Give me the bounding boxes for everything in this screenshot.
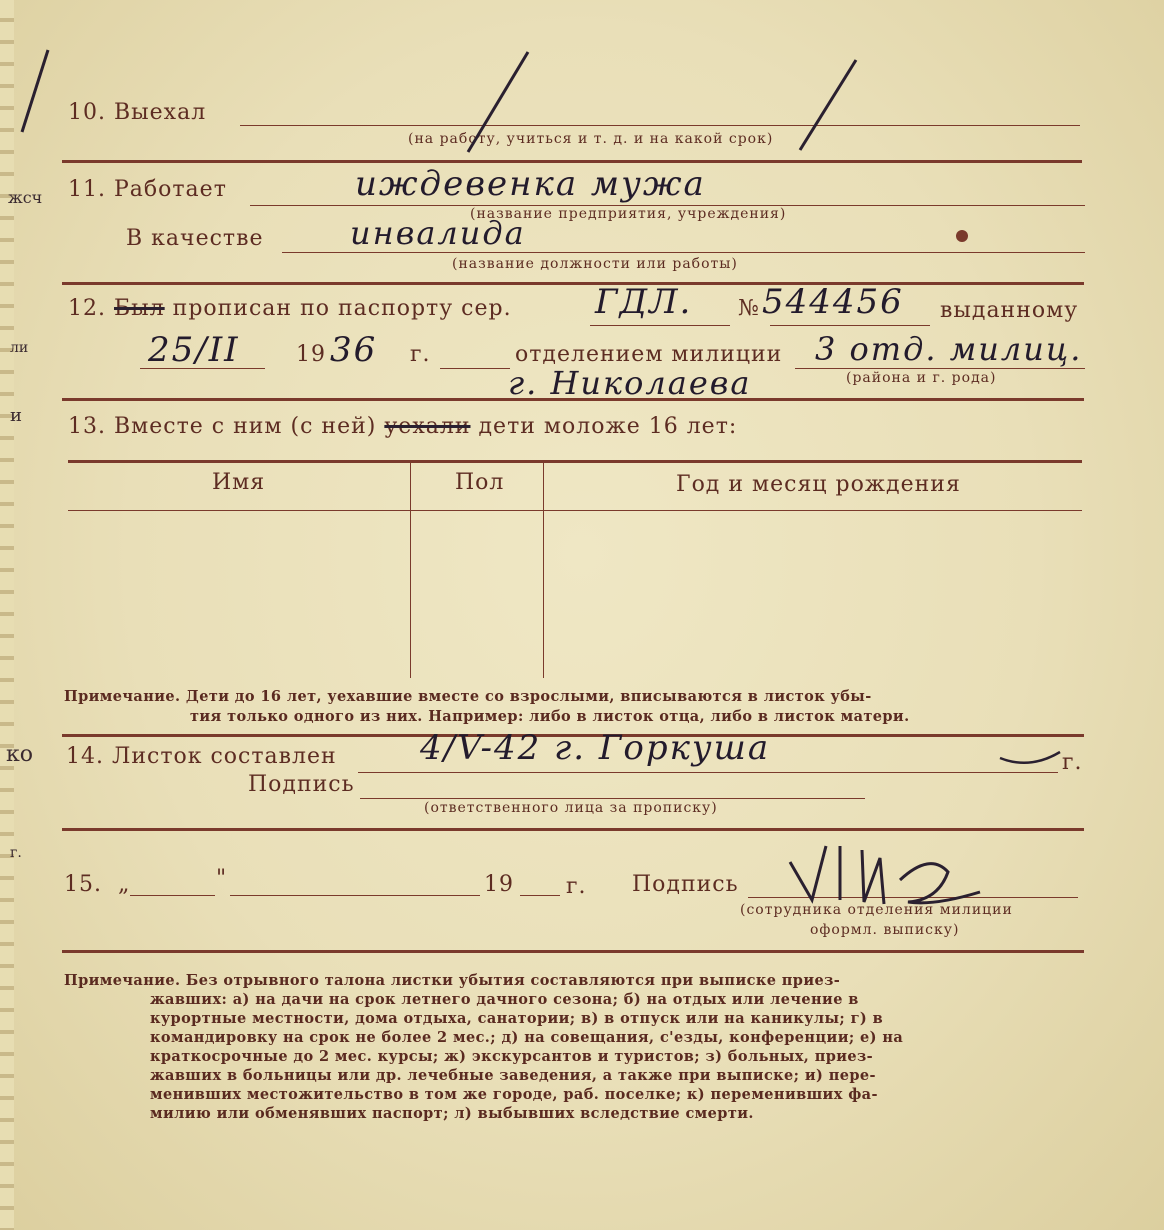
city-value: г. Николаева <box>508 364 752 402</box>
issued-label: выданному <box>940 298 1079 323</box>
field-15-signature-label: Подпись <box>632 872 739 897</box>
quote-open: „ <box>118 872 131 897</box>
passport-number: 544456 <box>762 282 904 322</box>
field-11-value: иждевенка мужа <box>355 164 706 204</box>
field-12-text: прописан по паспорту сер. <box>172 296 512 321</box>
margin-mark: жсч <box>8 188 43 207</box>
passport-series: ГДЛ. <box>595 282 693 322</box>
field-11-role-caption: (название должности или работы) <box>452 256 738 272</box>
year-abbr: г. <box>566 874 587 899</box>
militia-value: 3 отд. милиц. <box>815 330 1083 368</box>
field-11-caption: (название предприятия, учреждения) <box>470 206 787 222</box>
field-15-caption-1: (сотрудника отделения милиции <box>740 902 1013 918</box>
field-15-caption-2: оформл. выписку) <box>810 922 960 938</box>
margin-mark: ли <box>10 340 29 356</box>
field-11-role-value: инвалида <box>350 214 526 252</box>
issue-year: 36 <box>330 330 378 370</box>
field-12-number: 12. <box>68 296 106 321</box>
note-line: курортные местности, дома отдыха, санатории; в) в отпуск или на каникулы; г) в <box>150 1010 884 1027</box>
cancel-stroke <box>22 50 48 132</box>
signature-label: Подпись <box>248 772 355 797</box>
margin-mark: ко <box>6 742 33 767</box>
field-15-label: 15. <box>64 872 102 897</box>
signature-flourish <box>1000 752 1060 763</box>
table-header-name: Имя <box>212 470 266 495</box>
note-line: жавших: а) на дачи на срок летнего дачного сезона; б) на отдых или лечение в <box>150 991 859 1008</box>
century: 19 <box>484 872 514 897</box>
year-abbr: г. <box>1062 750 1083 775</box>
table-header-birth: Год и месяц рождения <box>676 472 961 497</box>
issue-day-month: 25/II <box>148 330 240 370</box>
field-10-caption: (на работу, учиться и т. д. и на какой срок) <box>408 131 774 147</box>
signature-caption: (ответственного лица за прописку) <box>424 800 718 816</box>
note-line: милию или обменявших паспорт; л) выбывших вследствие смерти. <box>150 1105 754 1122</box>
field-11-label: 11. Работает <box>68 177 227 202</box>
note-line: краткосрочные до 2 мес. курсы; ж) экскурсантов и туристов; з) больных, приез- <box>150 1048 874 1065</box>
number-sign: № <box>738 296 760 321</box>
margin-mark: г. <box>10 845 22 861</box>
table-note-line-2: тия только одного из них. Например: либо в листок отца, либо в листок матери. <box>190 708 910 725</box>
field-10-label: 10. Выехал <box>68 100 207 125</box>
margin-mark: и <box>10 405 22 426</box>
note-line: менивших местожительство в том же городе, раб. поселке; к) переменивших фа- <box>150 1086 878 1103</box>
field-14-label: 14. Листок составлен <box>66 744 337 769</box>
note-line: командировку на срок не более 2 мес.; д) на совещания, с'езды, конференции; е) на <box>150 1029 904 1046</box>
table-header-sex: Пол <box>455 470 505 495</box>
field-11-role-label: В качестве <box>126 226 264 251</box>
field-14-value: 4/V-42 г. Горкуша <box>420 728 771 768</box>
ink-blot <box>956 230 968 242</box>
quote-close: " <box>216 866 228 891</box>
year-prefix: 19 <box>296 342 326 367</box>
year-abbr: г. <box>410 342 431 367</box>
field-12-struck-word: Был <box>114 296 165 321</box>
field-13-text-b: дети моложе 16 лет: <box>478 414 738 439</box>
cancel-stroke <box>800 60 856 150</box>
field-13-text-a: 13. Вместе с ним (с ней) <box>68 414 377 439</box>
militia-caption: (района и г. рода) <box>846 370 997 386</box>
note-line: Примечание. Без отрывного талона листки убытия составляются при выписке приез- <box>64 972 841 989</box>
official-signature <box>790 846 980 904</box>
note-line: жавших в больницы или др. лечебные заведения, а также при выписке; и) пере- <box>150 1067 876 1084</box>
field-13-struck-word: уехали <box>384 414 471 439</box>
table-note-line-1: Примечание. Дети до 16 лет, уехавшие вместе со взрослыми, вписываются в листок убы- <box>64 688 872 705</box>
cancel-stroke <box>468 52 528 152</box>
militia-label: отделением милиции <box>515 342 783 367</box>
